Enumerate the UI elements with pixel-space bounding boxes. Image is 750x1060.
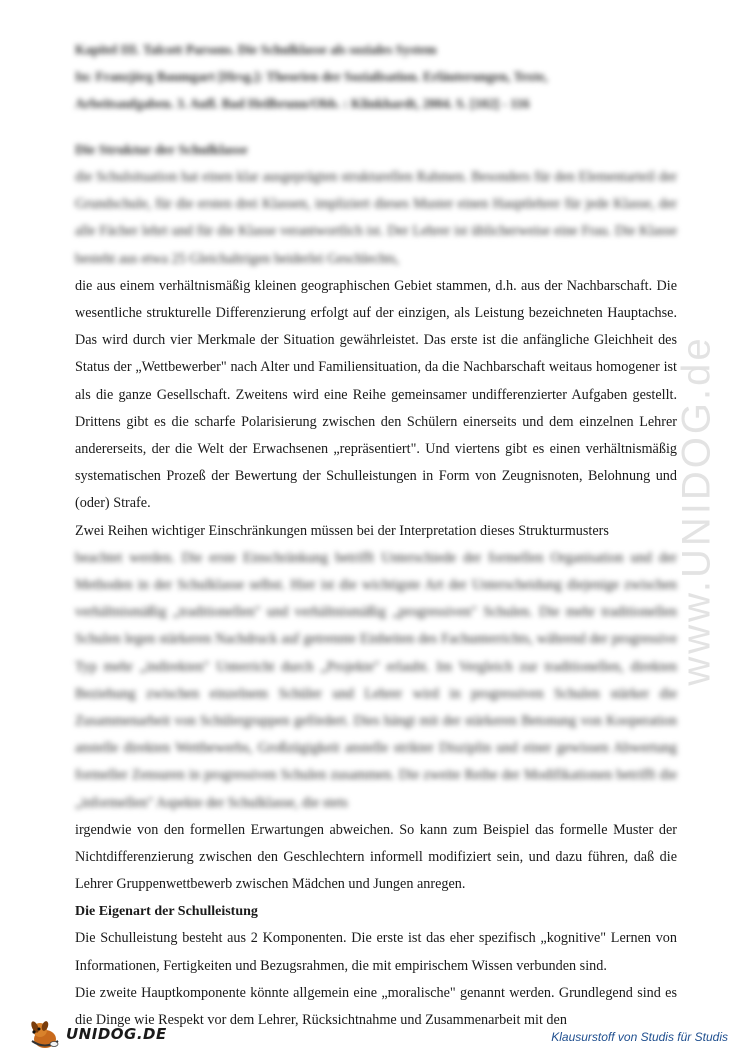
citation-line-1: Kapitel III. Talcott Parsons. Die Schulklasse als soziales System	[75, 42, 437, 57]
section-title-school-performance: Die Eigenart der Schulleistung	[75, 904, 258, 920]
restrictions-paragraph-end: irgendwie von den formellen Erwartungen abweichen. So kann zum Beispiel das formelle Muster der Nichtdifferenzierung zwischen den Geschlechtern informell modifiziert sein, und dazu führen, daß die Lehrer Gruppenwettbewerb zwischen Mädchen und Jungen anregen.	[75, 821, 677, 893]
citation-header	[75, 36, 677, 117]
structure-paragraph: die aus einem verhältnismäßig kleinen geographischen Gebiet stammen, d.h. aus der Nachbarschaft. Die wesentliche strukturelle Differenzierung erfolgt auf der einzigen, als Leistung bezeichneten Hauptachse. Das wird durch vier Merkmale der Situation gewährleistet. Das erste ist die anfängliche Gleichheit des Status der „Wettbewerber" nach Alter und Familiensituation, da die Nachbarschaft weitaus homogener ist als die ganze Gesellschaft. Zweitens wird eine Reihe gemeinsamer undifferenzierter Aufgaben gestellt. Drittens gibt es die scharfe Polarisierung zwischen den Schülern einerseits und dem einzelnen Lehrer andererseits, der die Welt der Erwachsenen „repräsentiert". Und viertens gibt es einen verhältnismäßig systematischen Prozeß der Bewertung der Schulleistungen in Form von Zeugnisnoten, Belohnung und (oder) Strafe.	[75, 277, 677, 512]
unidog-logo[interactable]	[28, 1016, 167, 1052]
logo-text: UNIDOG.DE	[66, 1025, 167, 1043]
footer-slogan: Klausurstoff von Studis für Studis	[551, 1030, 728, 1044]
dog-mascot-icon	[28, 1017, 62, 1051]
blurred-intro-paragraph: die Schulsituation hat einen klar ausgeprägten strukturellen Rahmen. Besonders für den Elementarteil der Grundschule, für die ersten drei Klassen, impliziert dieses Muster einen Hauptlehrer für jede Klasse, der alle Fächer lehrt und für die Klasse verantwortlich ist. Der Lehrer ist üblicherweise eine Frau. Die Klasse besteht aus etwa 25 Gleichaltrigen beiderlei Geschlechts,	[75, 169, 677, 267]
section-title-structure: Die Struktur der Schulklasse	[75, 143, 248, 158]
performance-paragraph-1: Die Schulleistung besteht aus 2 Komponenten. Die erste ist das eher spezifisch „kognitive" Lernen von Informationen, Fertigkeiten und Bezugsrahmen, die mit empirischem Wissen verbunden sind.	[75, 930, 677, 974]
watermark-text: www.UNIDOG.de	[674, 334, 719, 686]
performance-paragraph-2: Die zweite Hauptkomponente könnte allgemein eine „moralische" genannt werden. Grundlegend sind es die Dinge wie Respekt vor dem Lehrer, Rücksichtnahme und Zusammenarbeit mit den	[75, 984, 677, 1029]
document-content	[75, 36, 677, 1034]
restrictions-paragraph-start: Zwei Reihen wichtiger Einschränkungen müssen bei der Interpretation dieses Strukturmusters	[75, 522, 609, 539]
citation-line-2: In: Franzjörg Baumgart [Hrsg.]: Theorien der Sozialisation. Erläuterungen, Texte,	[75, 69, 548, 84]
blurred-middle-paragraph: beachtet werden. Die erste Einschränkung betrifft Unterschiede der formellen Organisation und der Methoden in der Schulklasse selbst. Hier ist die wichtigste Art der Unterscheidung diejenige zwischen verhältnismäßig „traditionellen" und verhältnismäßig „progressiven" Schulen. Die mehr traditionellen Schulen legen stärkeren Nachdruck auf getrennte Einheiten des Fachunterrichts, während der progressive Typ mehr „indirekten" Unterricht durch „Projekte" erlaubt. Im Vergleich zur traditionellen, direkten Beziehung zwischen einzelnem Schüler und Lehrer wird in progressiven Schulen stärker die Zusammenarbeit von Schülergruppen gefördert. Dies hängt mit der stärkeren Betonung von Kooperation anstelle direkten Wettbewerbs, Großzügigkeit anstelle strikter Disziplin und einer gewissen Abwertung formeller Zensuren in progressiven Schulen zusammen. Die zweite Reihe der Modifikationen betrifft die „informellen" Aspekte der Schulklasse, die stets	[75, 549, 677, 811]
citation-line-3: Arbeitsaufgaben. 3. Aufl. Bad Heilbrunn/Obb. : Klinkhardt, 2004. S. [102] - 116	[75, 96, 530, 111]
